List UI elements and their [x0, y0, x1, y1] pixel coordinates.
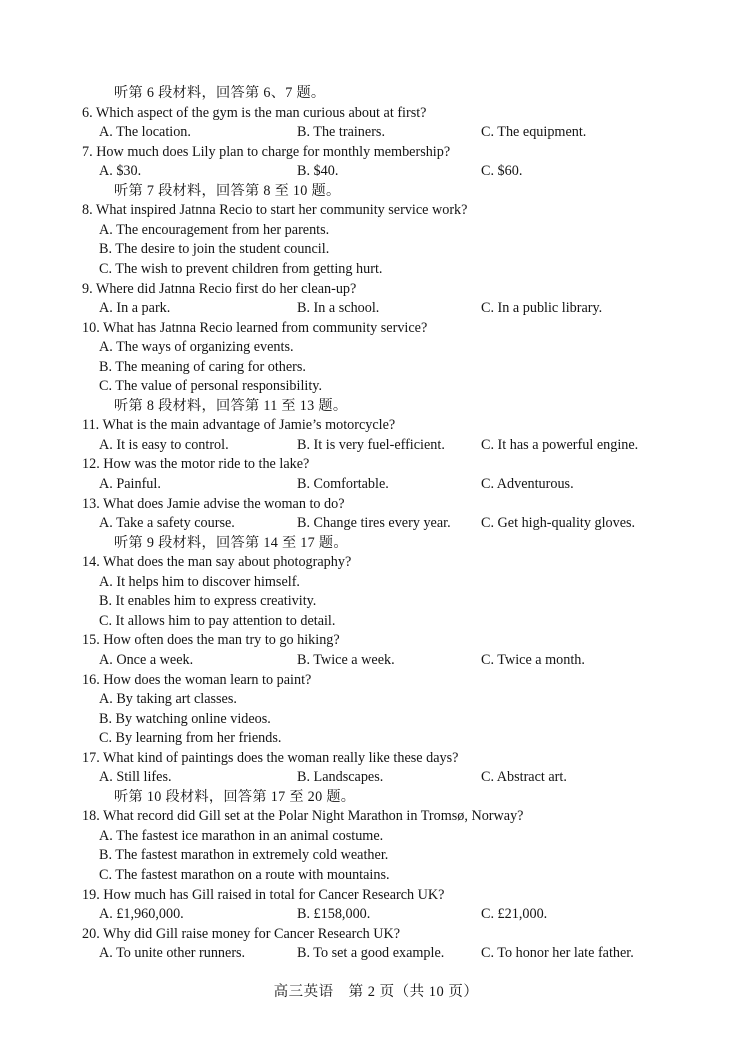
question-text: 9. Where did Jatnna Recio first do her clean-up?: [82, 280, 357, 297]
option-text: C. The fastest marathon on a route with mountains.: [99, 867, 390, 883]
option-b: B. $40.: [297, 163, 339, 180]
option-c: C. Get high-quality gloves.: [481, 515, 636, 532]
option-b: B. Landscapes.: [297, 769, 384, 786]
option-c: C. The equipment.: [481, 124, 587, 141]
page-footer: 高三英语 第 2 页（共 10 页）: [273, 984, 479, 1000]
option-c: C. Twice a month.: [481, 651, 585, 668]
option-text: B. By watching online videos.: [99, 710, 271, 727]
question-text: 13. What does Jamie advise the woman to do?: [82, 495, 345, 512]
option-text: B. The desire to join the student council.: [99, 241, 330, 258]
question-text: 10. What has Jatnna Recio learned from community service?: [82, 319, 428, 336]
option-a: A. It is easy to control.: [99, 436, 229, 453]
option-c: C. $60.: [481, 163, 523, 180]
option-a: A. £1,960,000.: [99, 906, 184, 923]
option-text: B. The fastest marathon in extremely cold weather.: [99, 847, 389, 864]
option-c: C. It has a powerful engine.: [481, 436, 639, 453]
question-text: 11. What is the main advantage of Jamie’s motorcycle?: [82, 417, 396, 434]
section-heading: 听第 9 段材料，回答第 14 至 17 题。: [114, 534, 348, 551]
option-a: A. $30.: [99, 163, 142, 180]
question-text: 16. How does the woman learn to paint?: [82, 671, 312, 688]
option-b: B. Change tires every year.: [297, 515, 451, 532]
question-text: 18. What record did Gill set at the Polar Night Marathon in Tromsø, Norway?: [82, 808, 524, 825]
option-a: A. Take a safety course.: [99, 515, 235, 532]
option-text: B. It enables him to express creativity.: [99, 593, 317, 610]
section-heading: 听第 10 段材料，回答第 17 至 20 题。: [114, 788, 356, 805]
option-text: A. The encouragement from her parents.: [99, 221, 330, 238]
question-text: 15. How often does the man try to go hiking?: [82, 632, 340, 649]
option-text: C. By learning from her friends.: [99, 730, 282, 747]
question-text: 12. How was the motor ride to the lake?: [82, 456, 310, 473]
question-text: 8. What inspired Jatnna Recio to start her community service work?: [82, 202, 468, 219]
option-a: A. The location.: [99, 124, 191, 141]
question-text: 7. How much does Lily plan to charge for monthly membership?: [82, 143, 451, 160]
section-heading: 听第 6 段材料，回答第 6、7 题。: [114, 85, 326, 101]
option-a: A. Painful.: [99, 476, 161, 492]
option-text: B. The meaning of caring for others.: [99, 358, 306, 375]
option-text: A. It helps him to discover himself.: [99, 573, 300, 590]
option-c: C. Adventurous.: [481, 476, 574, 492]
option-text: A. By taking art classes.: [99, 691, 237, 708]
option-b: B. Twice a week.: [297, 651, 395, 668]
option-text: C. The value of personal responsibility.: [99, 378, 323, 395]
option-c: C. Abstract art.: [481, 769, 567, 786]
option-b: B. The trainers.: [297, 124, 385, 141]
option-text: C. It allows him to pay attention to detail.: [99, 612, 336, 629]
option-b: B. Comfortable.: [297, 476, 389, 492]
question-text: 20. Why did Gill raise money for Cancer Research UK?: [82, 925, 401, 942]
option-b: B. It is very fuel-efficient.: [297, 436, 445, 453]
option-a: A. Once a week.: [99, 651, 194, 668]
question-text: 6. Which aspect of the gym is the man curious about at first?: [82, 104, 427, 121]
question-text: 19. How much has Gill raised in total for Cancer Research UK?: [82, 886, 445, 903]
question-text: 14. What does the man say about photography?: [82, 554, 352, 571]
option-c: C. To honor her late father.: [481, 945, 634, 962]
option-text: A. The ways of organizing events.: [99, 339, 294, 356]
option-b: B. £158,000.: [297, 906, 371, 923]
option-a: A. To unite other runners.: [99, 945, 246, 962]
option-b: B. To set a good example.: [297, 945, 445, 962]
option-b: B. In a school.: [297, 300, 380, 317]
section-heading: 听第 8 段材料，回答第 11 至 13 题。: [114, 397, 348, 414]
question-text: 17. What kind of paintings does the woman really like these days?: [82, 749, 459, 766]
option-c: C. £21,000.: [481, 906, 548, 923]
option-a: A. In a park.: [99, 300, 171, 317]
option-text: C. The wish to prevent children from getting hurt.: [99, 260, 383, 277]
option-c: C. In a public library.: [481, 300, 603, 317]
option-text: A. The fastest ice marathon in an animal costume.: [99, 827, 384, 844]
option-a: A. Still lifes.: [99, 769, 172, 786]
section-heading: 听第 7 段材料，回答第 8 至 10 题。: [114, 182, 341, 199]
